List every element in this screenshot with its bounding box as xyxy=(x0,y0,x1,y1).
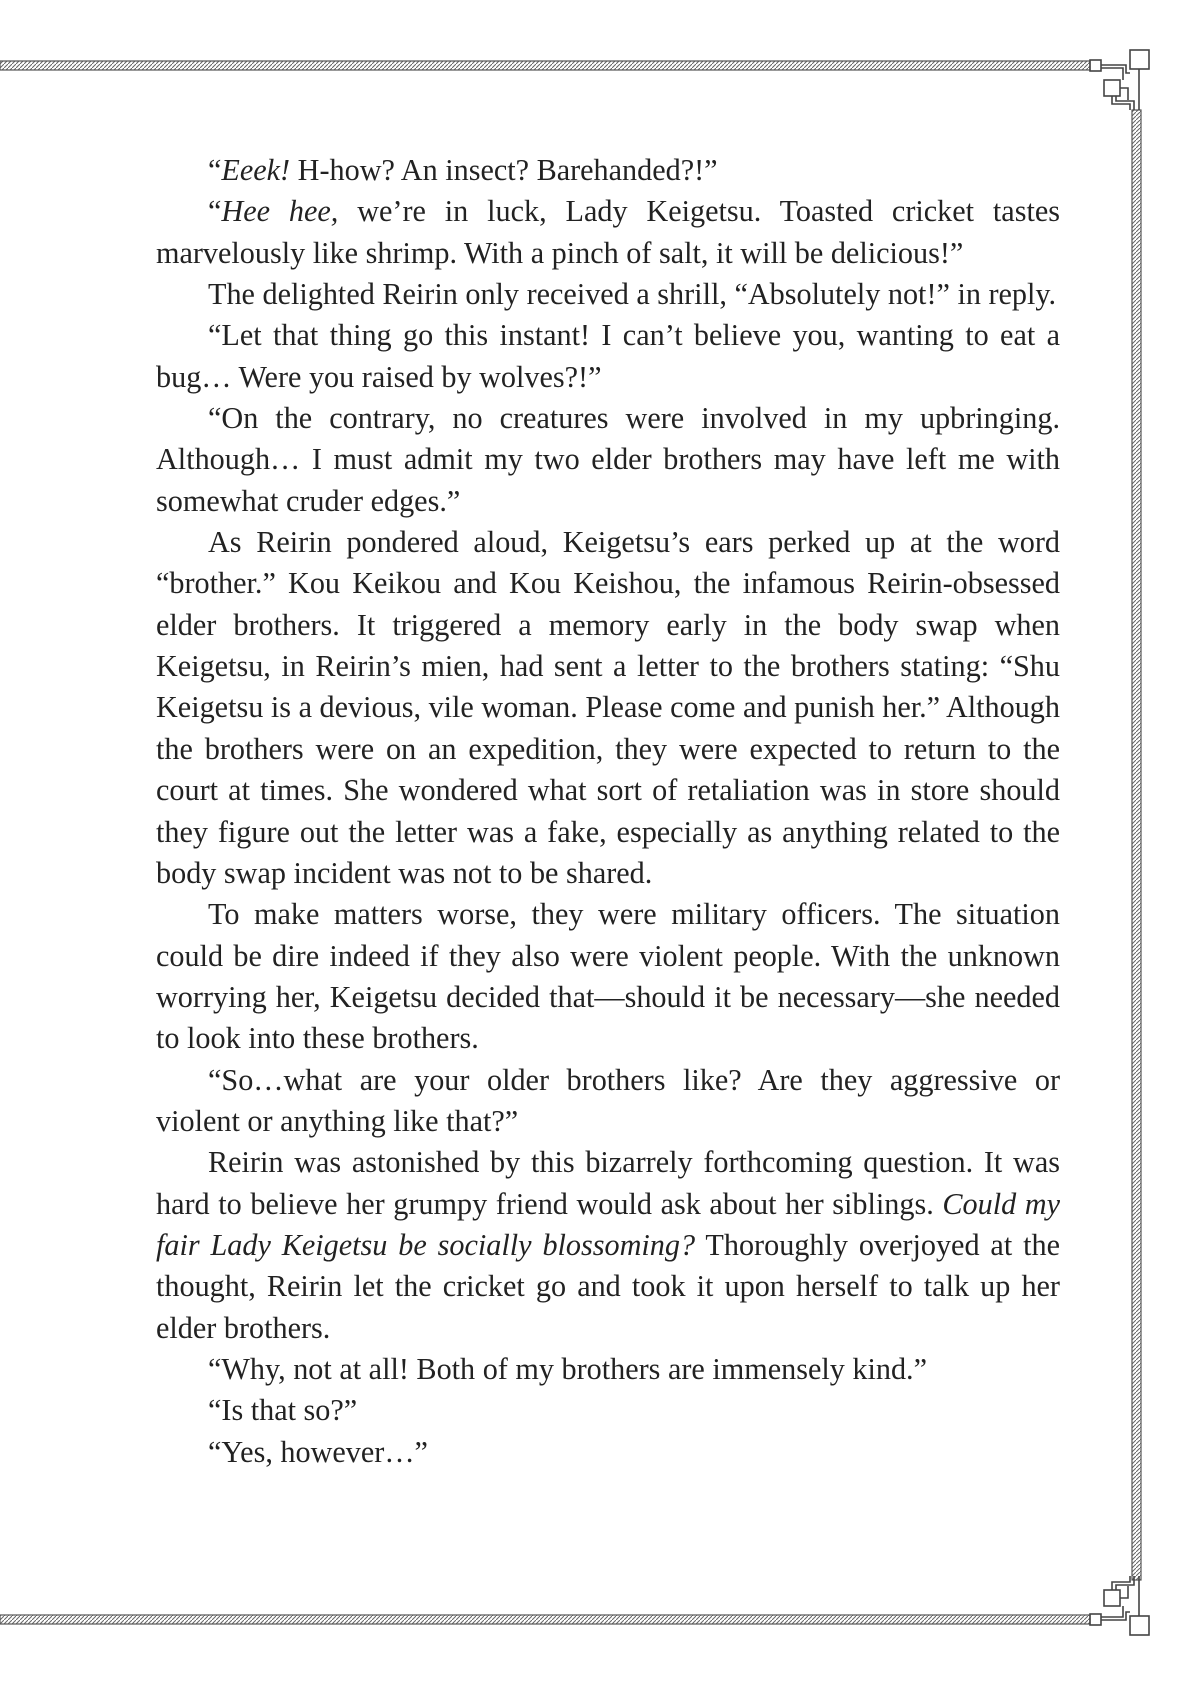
paragraph xyxy=(156,274,1060,315)
text-run: “On the contrary, no creatures were involved in my upbringing. Although… I must admit my two elder brothers may have left me with somewhat cruder edges.” xyxy=(156,401,1060,518)
italic-text: Eeek! xyxy=(221,153,291,187)
right-border-bar xyxy=(1132,110,1141,1580)
text-run: Thoroughly overjoyed at the thought, Reirin let the cricket go and took it upon herself to talk up her elder brothers. xyxy=(156,1227,1060,1345)
paragraph xyxy=(156,191,1060,274)
text-run: H-how? An insect? Barehanded?!” xyxy=(290,153,718,187)
paragraph xyxy=(156,894,1060,1059)
top-border-bar xyxy=(0,61,1090,70)
text-run: we’re in luck, Lady Keigetsu. Toasted cricket tastes marvelously like shrimp. With a pinch of salt, it will be delicious!” xyxy=(156,194,1060,270)
corner-ornament-bottom-right xyxy=(1090,1576,1149,1635)
paragraph xyxy=(156,1432,1060,1473)
paragraph xyxy=(156,1142,1060,1349)
paragraph xyxy=(156,150,1060,191)
text-run: “Is that so?” xyxy=(208,1393,358,1428)
paragraph xyxy=(156,1390,1060,1431)
text-run: “ xyxy=(208,194,222,229)
italic-text: Could my fair Lady Keigetsu be socially blossoming? xyxy=(156,1186,1060,1262)
text-run: “Why, not at all! Both of my brothers are immensely kind.” xyxy=(208,1351,928,1386)
bottom-border-bar xyxy=(0,1615,1090,1624)
paragraph xyxy=(156,315,1060,398)
text-run: “ xyxy=(208,153,222,187)
paragraph xyxy=(156,398,1060,522)
paragraph xyxy=(156,522,1060,894)
italic-text: Hee hee, xyxy=(221,194,339,229)
paragraph xyxy=(156,1349,1060,1390)
book-page-text xyxy=(156,150,1060,1473)
text-run: As Reirin pondered aloud, Keigetsu’s ears perked up at the word “brother.” Kou Keikou and Kou Keishou, the infamous Reirin-obsessed elder brothers. It triggered a memory early in the body swap when Keigetsu, in Reirin’s mien, had sent a letter to the brothers stating: “Shu Keigetsu is a devious, vile woman. Please come and punish her.” Although the brothers were on an expedition, they were expected to return to the court at times. She wondered what sort of retaliation was in store should they figure out the letter was a fake, especially as anything related to the body swap incident was not to be shared. xyxy=(156,525,1060,890)
text-run: To make matters worse, they were military officers. The situation could be dire indeed if they also were violent people. With the unknown worrying her, Keigetsu decided that—should it be necessary—she needed to look into these brothers. xyxy=(156,897,1060,1056)
text-run: “So…what are your older brothers like? Are they aggressive or violent or anything like that?” xyxy=(156,1062,1060,1138)
paragraph xyxy=(156,1060,1060,1143)
text-run: “Yes, however…” xyxy=(208,1434,428,1469)
text-run: “Let that thing go this instant! I can’t believe you, wanting to eat a bug… Were you raised by wolves?!” xyxy=(156,318,1060,394)
corner-ornament-top-right xyxy=(1090,50,1149,110)
text-run: The delighted Reirin only received a shrill, “Absolutely not!” in reply. xyxy=(208,277,1057,312)
text-run: Reirin was astonished by this bizarrely forthcoming question. It was hard to believe her grumpy friend would ask about her siblings. xyxy=(156,1145,1060,1221)
